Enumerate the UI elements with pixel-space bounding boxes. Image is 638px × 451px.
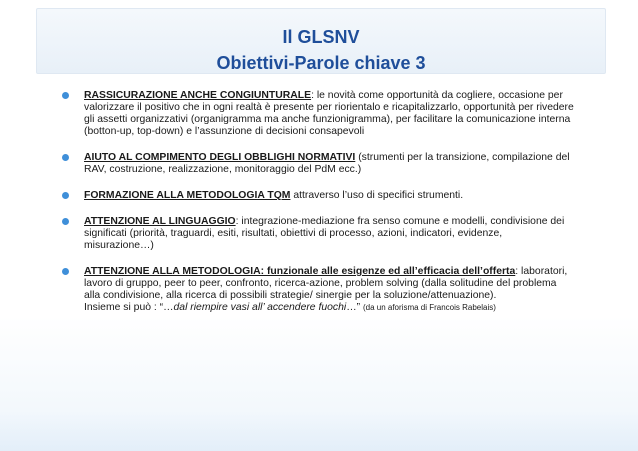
list-item <box>62 190 574 202</box>
item-text: : le novità come opportunità da cogliere, occasione per valorizzare il positivo che in ogni realtà è presente per riorientalo e ricapitalizzarlo, opportunità per rivedere gli assetti organizzativi (organigramma ma anche funzionigramma), per facilitare la comunicazione interna (botton-up, top-down) e l’assunzione di decisioni consapevoli <box>84 90 574 137</box>
item-keyword: ATTENZIONE ALLA METODOLOGIA: funzionale alle esigenze ed all’efficacia dell’offerta <box>84 266 516 277</box>
item-keyword: RASSICURAZIONE ANCHE CONGIUNTURALE <box>84 90 312 101</box>
title-box <box>36 8 606 74</box>
quote-intro: Insieme si può : “… <box>84 302 174 313</box>
item-text: : integrazione-mediazione fra senso comune e modelli, condivisione dei significati (priorità, traguardi, esiti, risultati, obiettivi di processo, azioni, indicatori, evidenze, misurazione…) <box>84 216 565 251</box>
item-keyword: ATTENZIONE AL LINGUAGGIO <box>84 216 236 227</box>
item-text: attraverso l’uso di specifici strumenti. <box>290 190 464 201</box>
item-text: (strumenti per la transizione, compilazione del RAV, costruzione, realizzazione, monitoraggio del PdM ecc.) <box>84 152 570 175</box>
background-band <box>0 411 638 451</box>
list-item <box>62 90 574 138</box>
bullet-icon <box>62 268 69 275</box>
bullet-icon <box>62 192 69 199</box>
item-text: : laboratori, lavoro di gruppo, peer to peer, confronto, ricerca-azione, problem solving (dalla solitudine del problema alla condivisione, alla ricerca di possibili strategie/ sinergie per la soluzione/attenuazione). <box>84 266 568 301</box>
list-item <box>62 216 574 252</box>
quote-italic: dal riempire vasi all’ accendere fuochi <box>173 302 347 313</box>
bullet-list <box>62 90 574 328</box>
quote-note: (da un aforisma di Francois Rabelais) <box>362 303 496 312</box>
quote-close: …” <box>346 302 363 313</box>
list-item <box>62 266 574 314</box>
bullet-icon <box>62 154 69 161</box>
bullet-icon <box>62 218 69 225</box>
title-line-2: Obiettivi-Parole chiave 3 <box>216 53 426 73</box>
title-line-1: Il GLSNV <box>282 27 360 47</box>
item-keyword: AIUTO AL COMPIMENTO DEGLI OBBLIGHI NORMATIVI <box>84 152 356 163</box>
item-keyword: FORMAZIONE ALLA METODOLOGIA TQM <box>84 190 291 201</box>
list-item <box>62 152 574 176</box>
bullet-icon <box>62 92 69 99</box>
